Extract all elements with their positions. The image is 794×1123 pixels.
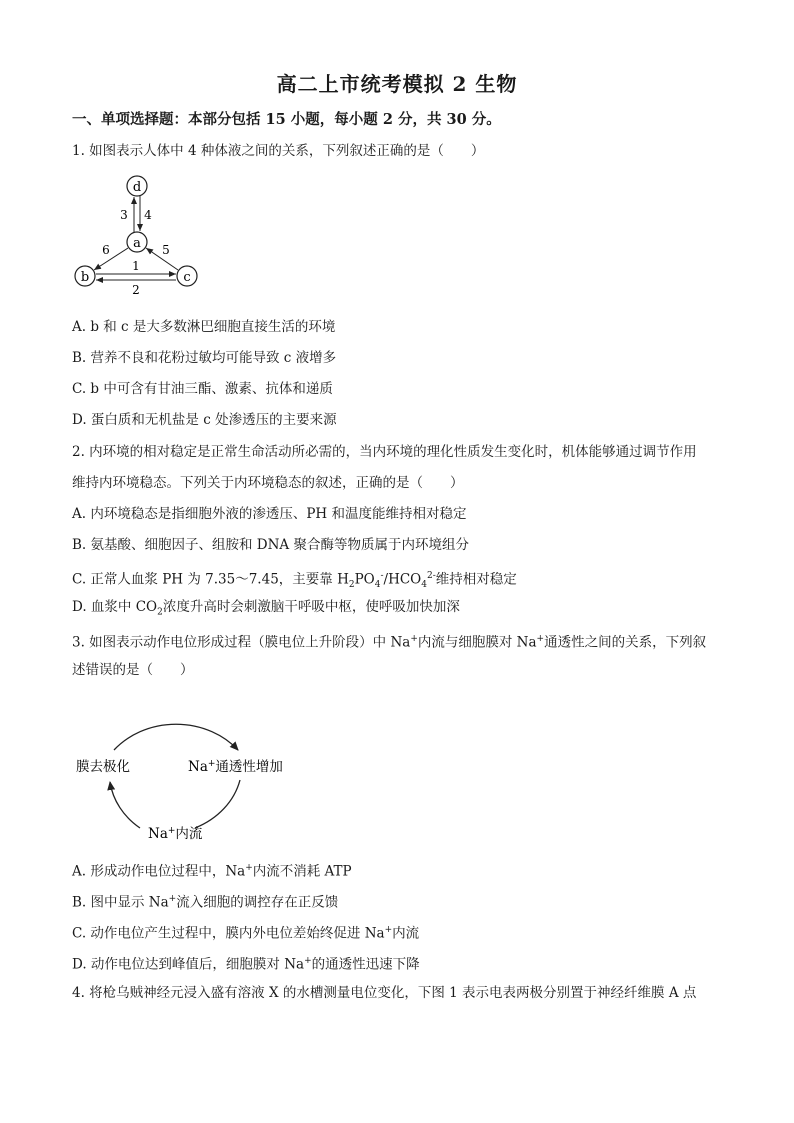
q1-body-fluid-diagram [66, 168, 216, 303]
q3-stem-line2: 述错误的是（ ） [72, 662, 194, 678]
q2-stem-line2: 维持内环境稳态。下列关于内环境稳态的叙述，正确的是（ ） [72, 475, 464, 491]
q2-option-c-mid2: /HCO [383, 571, 422, 588]
arrow-6-label: 6 [102, 243, 110, 257]
cycle-label-permeability-base: Na [188, 759, 208, 775]
q2-option-c-sub3: 4 [421, 580, 427, 591]
arrow-1-label: 1 [132, 259, 140, 273]
q2-stem-line1: 2. 内环境的相对稳定是正常生命活动所必需的，当内环境的理化性质发生变化时，机体能够通过调节作用 [72, 444, 697, 460]
q3-option-b [72, 890, 338, 912]
q3-stem-mid: 内流与细胞膜对 Na [417, 634, 537, 651]
q2-option-d-prefix: D. 血浆中 CO [72, 599, 158, 615]
cycle-label-influx [148, 825, 203, 842]
cycle-arrow-bottom-right [195, 780, 240, 828]
arrow-3-label: 3 [120, 208, 128, 222]
q2-option-b: B. 氨基酸、细胞因子、组胺和 DNA 聚合酶等物质属于内环境组分 [72, 537, 469, 553]
q3-option-d [72, 952, 420, 974]
cycle-label-permeability-sup: + [207, 759, 216, 769]
q3-stem-prefix: 3. 如图表示动作电位形成过程（膜电位上升阶段）中 Na [72, 634, 411, 651]
q2-option-c [72, 567, 517, 594]
q2-option-c-sub1: 2 [348, 580, 355, 591]
arrow-5-label: 5 [162, 243, 170, 257]
q3-option-d-sup: + [304, 956, 312, 966]
q4-stem-line1: 4. 将枪乌贼神经元浸入盛有溶液 X 的水槽测量电位变化，下图 1 表示电表两极分别置于神经纤维膜 A 点 [72, 985, 697, 1001]
cycle-arrow-bottom-left [110, 782, 140, 828]
node-b-label: b [80, 270, 90, 285]
q3-option-a [72, 859, 352, 881]
cycle-arrow-top [114, 724, 238, 750]
cycle-label-depolarization: 膜去极化 [76, 759, 130, 775]
q3-option-b-suffix: 流入细胞的调控存在正反馈 [176, 894, 339, 911]
q1-option-c: C. b 中可含有甘油三酯、激素、抗体和递质 [72, 381, 333, 397]
q3-option-d-prefix: D. 动作电位达到峰值后，细胞膜对 Na [72, 956, 305, 973]
q3-option-c-sup: + [384, 925, 393, 935]
cycle-label-influx-rest: 内流 [175, 826, 203, 842]
q3-option-c [72, 921, 419, 943]
cycle-label-influx-base: Na [148, 826, 168, 842]
q3-option-b-prefix: B. 图中显示 Na [72, 894, 169, 911]
q1-stem: 1. 如图表示人体中 4 种体液之间的关系，下列叙述正确的是（ ） [72, 143, 485, 159]
q3-stem-sup1: + [410, 634, 418, 644]
q1-option-b: B. 营养不良和花粉过敏均可能导致 c 液增多 [72, 350, 337, 366]
q3-option-a-suffix: 内流不消耗 ATP [252, 863, 352, 880]
q3-option-b-sup: + [168, 894, 177, 904]
q3-stem-sup2: + [536, 634, 545, 644]
q3-stem-line1 [72, 630, 706, 652]
node-c-label: c [183, 270, 191, 285]
section-heading: 一、单项选择题：本部分包括 15 小题，每小题 2 分，共 30 分。 [72, 111, 501, 128]
q2-option-c-mid1: PO [354, 571, 375, 588]
q2-option-c-sup1: - [380, 571, 384, 581]
q1-option-d: D. 蛋白质和无机盐是 c 处渗透压的主要来源 [72, 412, 337, 428]
q2-option-c-sub2: 4 [374, 580, 381, 591]
q3-option-a-prefix: A. 形成动作电位过程中，Na [72, 863, 246, 880]
arrow-4-label: 4 [144, 208, 152, 222]
q2-option-a: A. 内环境稳态是指细胞外液的渗透压、PH 和温度能维持相对稳定 [72, 506, 467, 522]
q3-option-d-suffix: 的通透性迅速下降 [311, 956, 420, 973]
q2-option-c-suffix: 维持相对稳定 [435, 571, 517, 588]
q2-option-d [72, 598, 460, 622]
page-title: 高二上市统考模拟 2 生物 [276, 72, 518, 96]
cycle-label-permeability [188, 758, 283, 775]
q1-option-a: A. b 和 c 是大多数淋巴细胞直接生活的环境 [72, 319, 336, 335]
q3-option-c-prefix: C. 动作电位产生过程中，膜内外电位差始终促进 Na [72, 925, 385, 942]
node-d-label: d [132, 180, 142, 195]
q2-option-d-sub: 2 [157, 607, 163, 618]
node-a-label: a [133, 236, 141, 251]
arrow-6 [94, 248, 128, 270]
q3-option-a-sup: + [245, 863, 253, 873]
q3-feedback-cycle-diagram [70, 690, 300, 850]
q3-option-c-suffix: 内流 [392, 925, 420, 942]
q2-option-c-sup2: 2- [426, 571, 436, 581]
cycle-label-permeability-rest: 通透性增加 [215, 759, 283, 775]
q3-stem-suffix: 通透性之间的关系，下列叙 [544, 634, 707, 651]
arrow-2-label: 2 [132, 283, 140, 297]
q2-option-c-prefix: C. 正常人血浆 PH 为 7.35～7.45，主要靠 H [72, 571, 349, 588]
q2-option-d-suffix: 浓度升高时会刺激脑干呼吸中枢，使呼吸加快加深 [162, 599, 460, 615]
cycle-label-influx-sup: + [167, 826, 176, 836]
